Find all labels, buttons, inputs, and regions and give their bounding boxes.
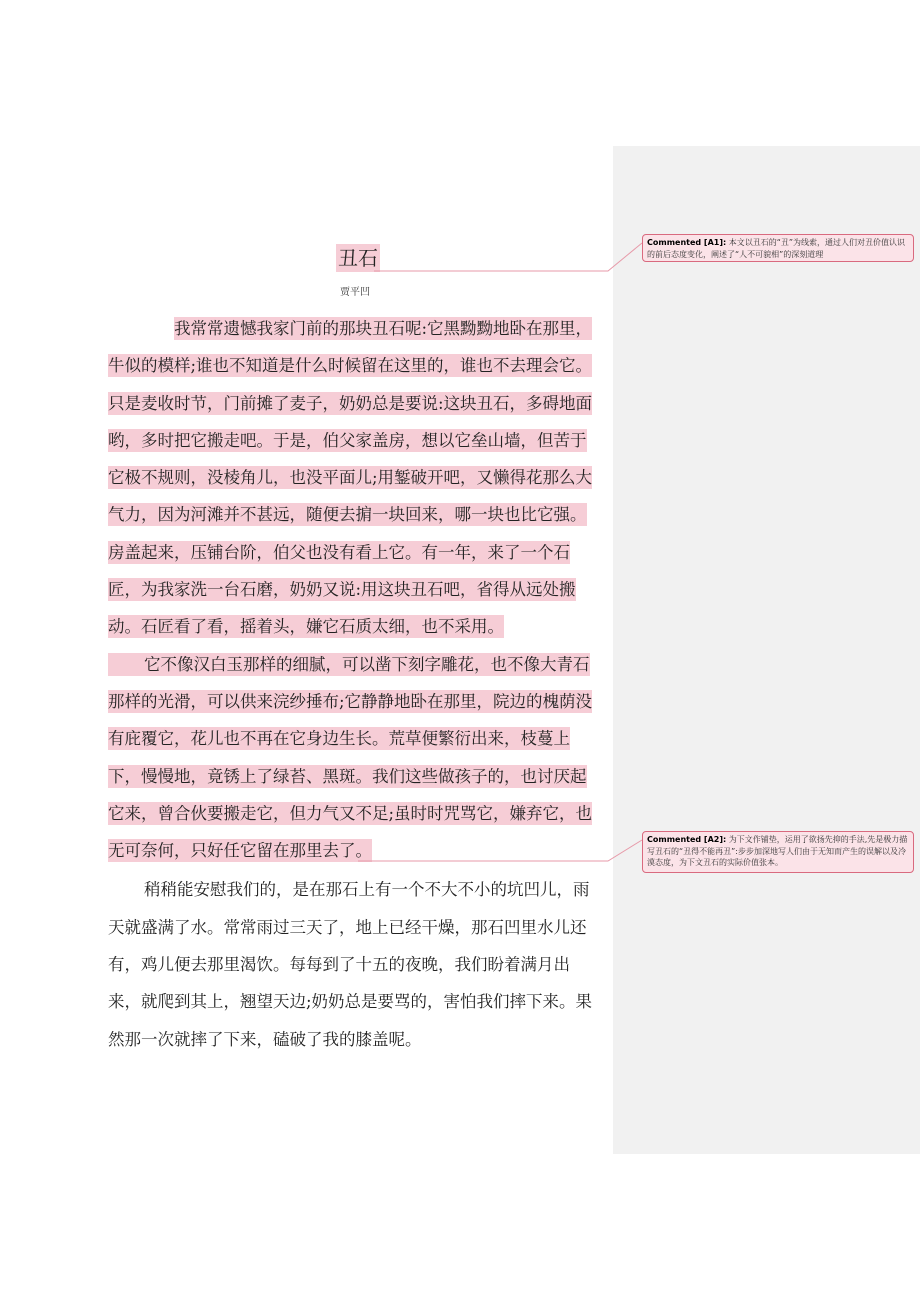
paragraph-2-text[interactable]: 它不像汉白玉那样的细腻，可以凿下刻字雕花，也不像大青石那样的光滑，可以供来浣纱捶布;它静静地卧在那里，院边的槐荫没有庇覆它，花儿也不再在它身边生长。荒草便繁衍出来，枝蔓上下，慢慢地，竟锈上了绿苔、黑斑。我们这些做孩子的，也讨厌起它来，曾合伙要搬走它，但力气又不足;虽时时咒骂它，嫌弃它，也无可奈何，只好任它留在那里去了。 [108, 654, 593, 861]
comment-1-leader [374, 243, 642, 271]
comment-a2-text: 为下文作铺垫，运用了欲扬先抑的手法,先是极力描写丑石的“丑得不能再丑”:步步加深地写人们由于无知而产生的误解以及冷漠态度，为下文丑石的实际价值张本。 [647, 835, 908, 867]
paragraph-2[interactable] [108, 646, 600, 870]
comment-balloon-a2[interactable] [642, 831, 914, 873]
comments-margin-pane [613, 146, 920, 1154]
paragraph-3-text[interactable]: 稍稍能安慰我们的，是在那石上有一个不大不小的坑凹儿，雨天就盛满了水。常常雨过三天了，地上已经干燥，那石凹里水儿还有，鸡儿便去那里渴饮。每每到了十五的夜晚，我们盼着满月出来，就爬到其上，翘望天边;奶奶总是要骂的，害怕我们摔下来。果然那一次就摔了下来，磕破了我的膝盖呢。 [108, 880, 593, 1049]
comment-a2-label: Commented [A2]: [647, 835, 727, 844]
paragraph-1-text[interactable]: 我常常遗憾我家门前的那块丑石呢:它黑黝黝地卧在那里，牛似的模样;谁也不知道是什么时候留在这里的，谁也不去理会它。只是麦收时节，门前摊了麦子，奶奶总是要说:这块丑石，多碍地面哟，多时把它搬走吧。于是，伯父家盖房，想以它垒山墙，但苦于它极不规则，没棱角儿，也没平面儿;用錾破开吧，又懒得花那么大气力，因为河滩并不甚远，随便去掮一块回来，哪一块也比它强。房盖起来，压铺台阶，伯父也没有看上它。有一年，来了一个石匠，为我家洗一台石磨，奶奶又说:用这块丑石吧，省得从远处搬动。石匠看了看，摇着头，嫌它石质太细，也不采用。 [108, 319, 593, 637]
paragraph-3[interactable] [108, 871, 600, 1057]
document-author: 贾平凹 [340, 287, 370, 298]
comment-balloon-a1[interactable] [642, 234, 914, 262]
comment-a1-label: Commented [A1]: [647, 238, 727, 247]
paragraph-1[interactable] [108, 310, 600, 646]
comment-a1-text: 本文以丑石的“丑”为线索，通过人们对丑价值认识的前后态度变化，阐述了“人不可貌相”的深刻道理 [647, 238, 906, 259]
document-body[interactable] [108, 310, 600, 1058]
document-title[interactable]: 丑石 [338, 246, 378, 270]
